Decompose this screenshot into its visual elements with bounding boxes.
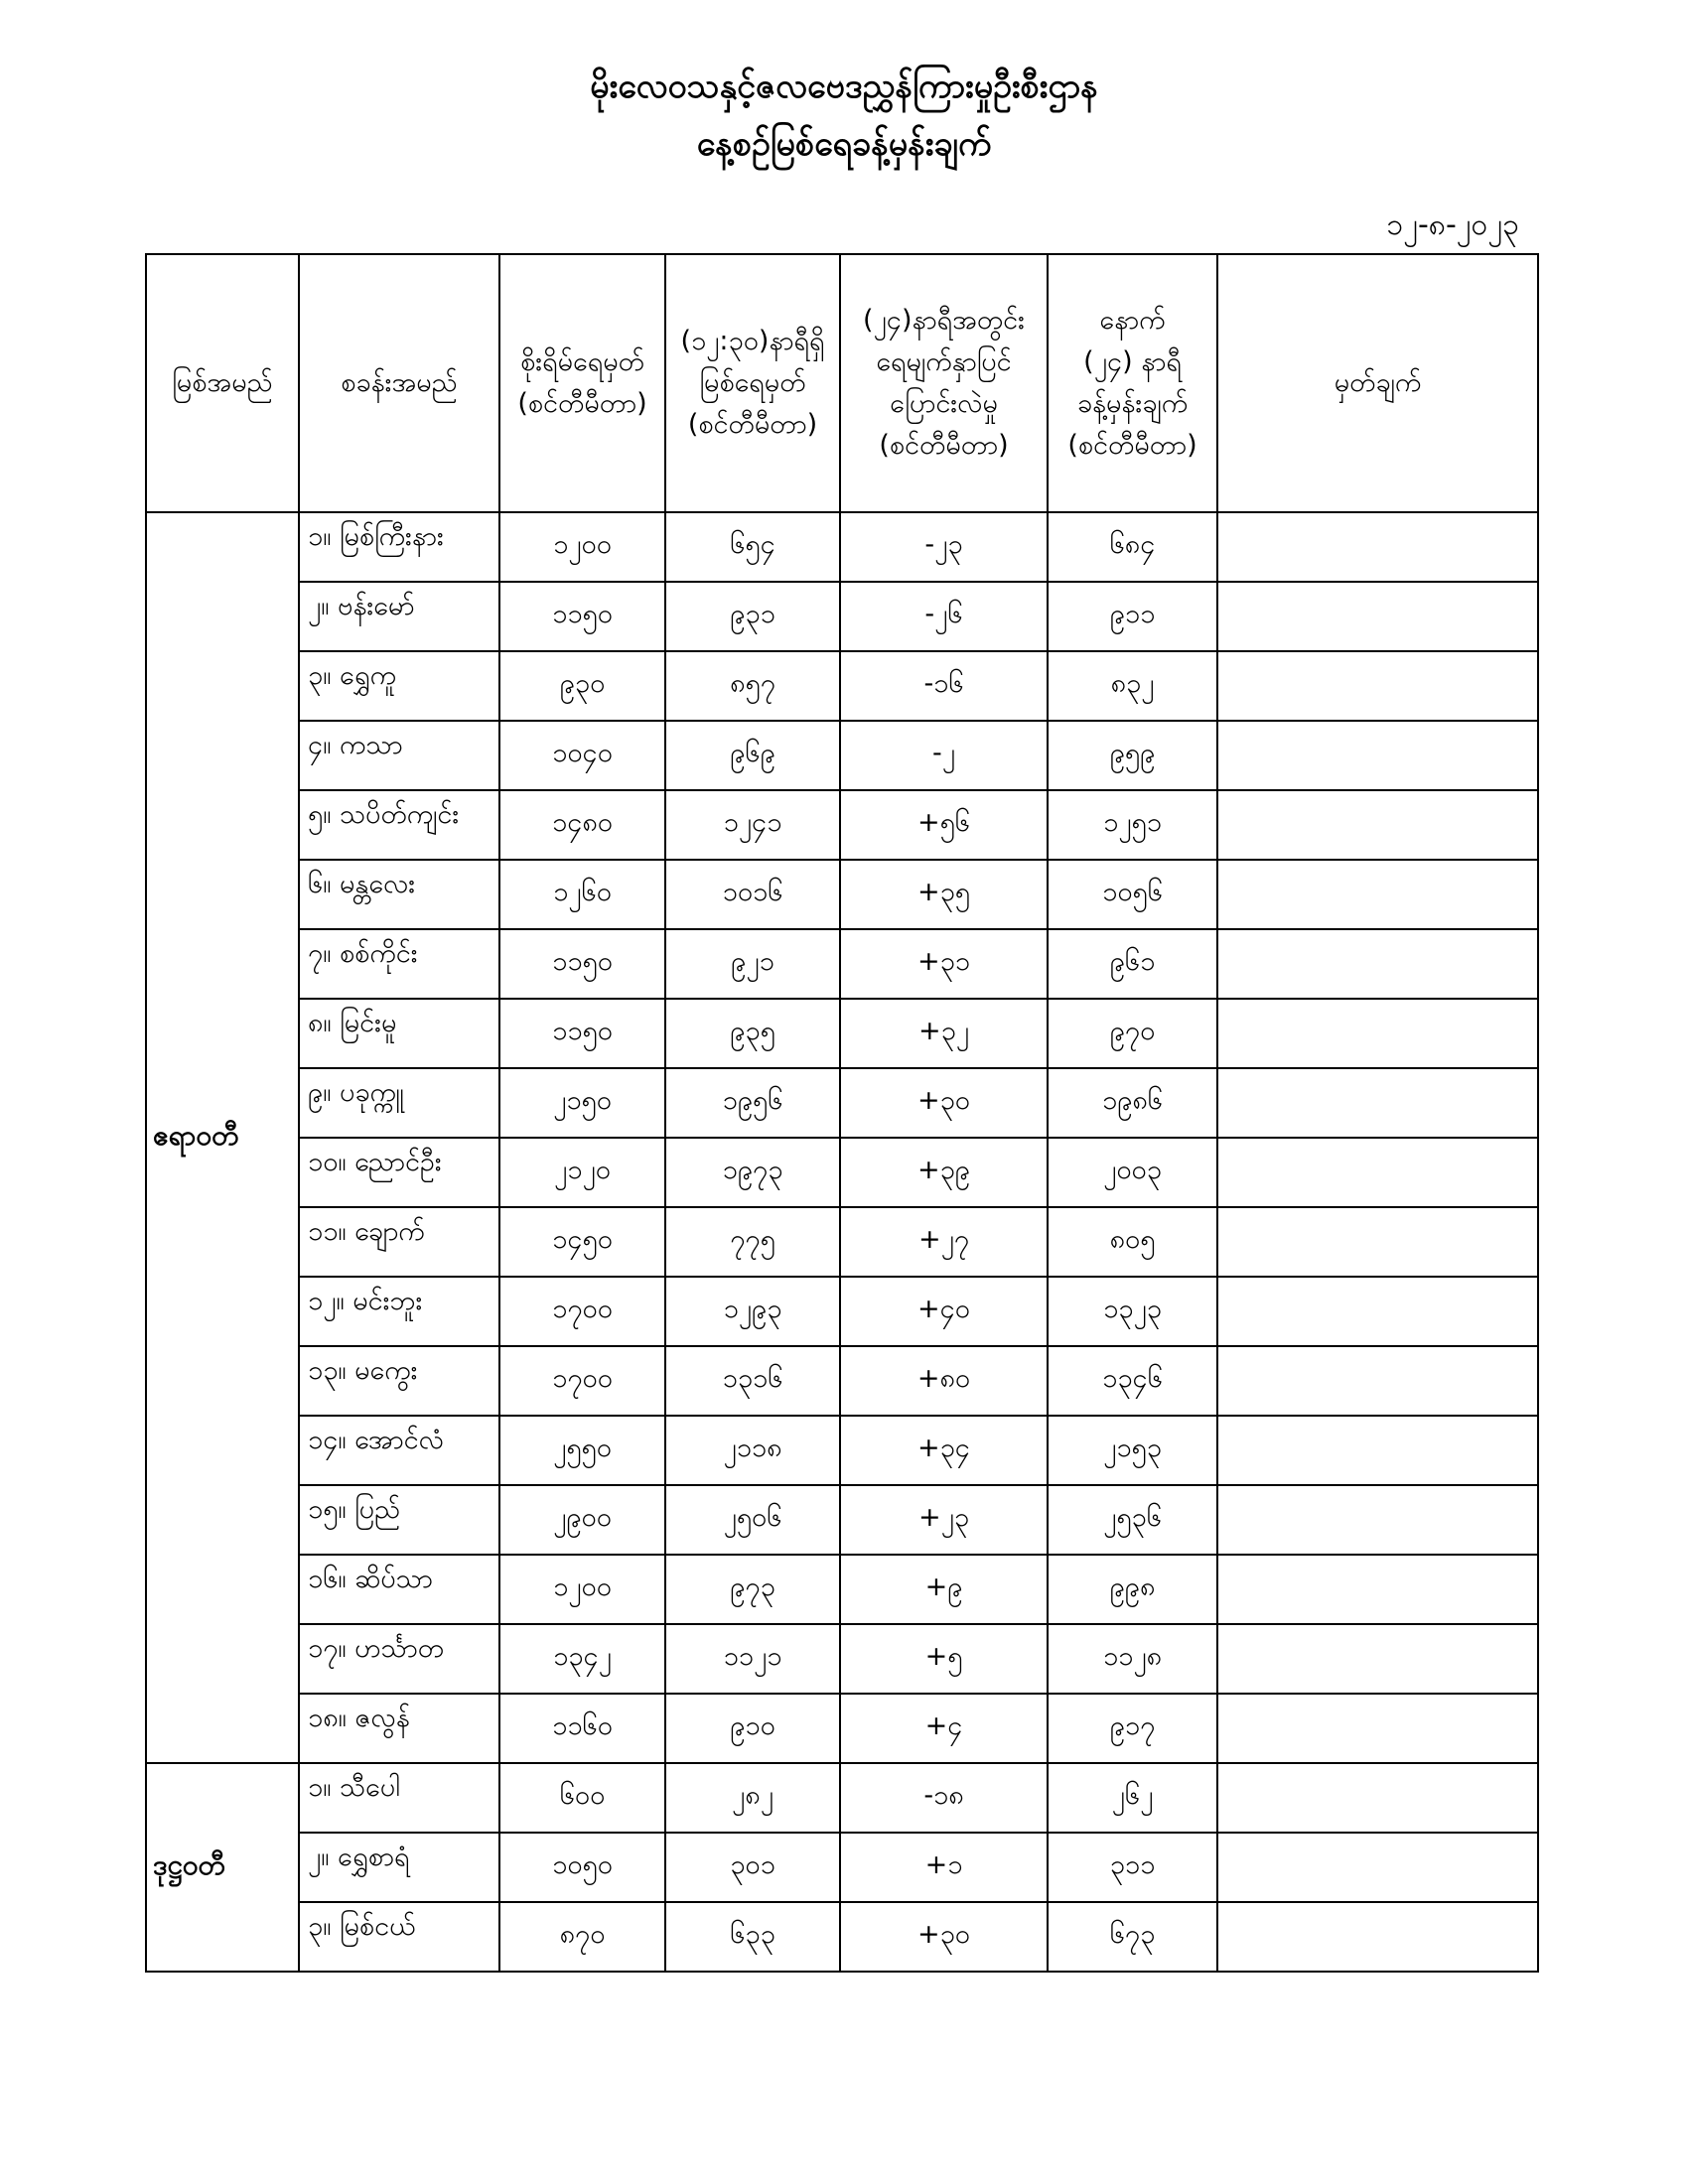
danger-level-cell: ၂၁၂၀ [499, 1138, 665, 1207]
danger-level-cell: ၁၁၅၀ [499, 999, 665, 1068]
table-row [146, 1346, 1538, 1416]
danger-level-cell: ၉၃၀ [499, 651, 665, 721]
forecast-cell: ၈၀၅ [1048, 1207, 1217, 1277]
water-level-cell: ၉၃၅ [665, 999, 840, 1068]
document-date: ၁၂-၈-၂၀၂၃ [1386, 207, 1519, 242]
danger-level-cell: ၁၂၆၀ [499, 860, 665, 929]
change-cell: -၂၃ [840, 512, 1048, 582]
forecast-cell: ၁၃၄၆ [1048, 1346, 1217, 1416]
forecast-title: နေ့စဉ်မြစ်ရေခန့်မှန်းချက် [696, 124, 992, 164]
forecast-cell: ၁၀၅၆ [1048, 860, 1217, 929]
remark-cell [1217, 1833, 1538, 1902]
remark-cell [1217, 1694, 1538, 1763]
header-danger-unit: (စင်တီမီတာ) [517, 388, 647, 419]
water-level-cell: ၁၂၉၃ [665, 1277, 840, 1346]
danger-level-cell: ၁၁၅၀ [499, 582, 665, 651]
table-row [146, 1624, 1538, 1694]
water-level-cell: ၉၃၁ [665, 582, 840, 651]
table-row [146, 1555, 1538, 1624]
water-level-cell: ၈၅၇ [665, 651, 840, 721]
water-level-cell: ၉၇၃ [665, 1555, 840, 1624]
danger-level-cell: ၁၂၀၀ [499, 512, 665, 582]
station-cell: ၂။ ဗန်းမော် [299, 582, 499, 651]
station-cell: ၁။ သီပေါ [299, 1763, 499, 1833]
remark-cell [1217, 1416, 1538, 1485]
remark-cell [1217, 651, 1538, 721]
station-cell: ၁၃။ မကွေး [299, 1346, 499, 1416]
header-river-label: မြစ်အမည် [172, 367, 273, 398]
header-row [146, 254, 1538, 512]
change-cell: +၂၇ [840, 1207, 1048, 1277]
change-cell: +၃၉ [840, 1138, 1048, 1207]
header-water-line: မြစ်ရေမှတ် [699, 367, 806, 398]
station-cell: ၇။ စစ်ကိုင်း [299, 929, 499, 999]
header-water-level [665, 254, 840, 512]
remark-cell [1217, 1138, 1538, 1207]
station-cell: ၉။ ပခုက္ကူ [299, 1068, 499, 1138]
water-level-cell: ၆၃၃ [665, 1902, 840, 1972]
table-row [146, 1485, 1538, 1555]
change-cell: +၉ [840, 1555, 1048, 1624]
water-level-cell: ၂၁၁၈ [665, 1416, 840, 1485]
header-station-label: စခန်းအမည် [341, 367, 458, 398]
change-cell: -၁၈ [840, 1763, 1048, 1833]
header-station [299, 254, 499, 512]
remark-cell [1217, 1346, 1538, 1416]
forecast-cell: ၁၃၂၃ [1048, 1277, 1217, 1346]
danger-level-cell: ၁၄၈၀ [499, 790, 665, 860]
table-row [146, 1416, 1538, 1485]
remark-cell [1217, 512, 1538, 582]
header-water-line: (၁၂:၃၀)နာရီရှိ [680, 326, 825, 356]
station-cell: ၁၆။ ဆိပ်သာ [299, 1555, 499, 1624]
danger-level-cell: ၁၂၀၀ [499, 1555, 665, 1624]
danger-level-cell: ၁၁၆၀ [499, 1694, 665, 1763]
change-cell: -၁၆ [840, 651, 1048, 721]
station-cell: ၂။ ရွှေစာရံ [299, 1833, 499, 1902]
danger-level-cell: ၁၀၅၀ [499, 1833, 665, 1902]
remark-cell [1217, 1763, 1538, 1833]
header-change-line: ရေမျက်နှာပြင် [876, 346, 1012, 377]
water-level-cell: ၁၉၇၃ [665, 1138, 840, 1207]
change-cell: +၄၀ [840, 1277, 1048, 1346]
forecast-cell: ၂၅၃၆ [1048, 1485, 1217, 1555]
remark-cell [1217, 1555, 1538, 1624]
station-cell: ၃။ ရွှေကူ [299, 651, 499, 721]
forecast-cell: ၉၁၇ [1048, 1694, 1217, 1763]
table-row [146, 929, 1538, 999]
table-row [146, 999, 1538, 1068]
header-forecast-line: နောက် [1099, 305, 1166, 336]
header-change-unit: (စင်တီမီတာ) [879, 430, 1009, 461]
header-forecast-line: ခန့်မှန်းချက် [1076, 388, 1189, 419]
change-cell: +၃၀ [840, 1902, 1048, 1972]
station-cell: ၁၂။ မင်းဘူး [299, 1277, 499, 1346]
station-cell: ၁။ မြစ်ကြီးနား [299, 512, 499, 582]
header-danger-line: စိုးရိမ်ရေမှတ် [520, 346, 644, 377]
remark-cell [1217, 999, 1538, 1068]
danger-level-cell: ၂၉၀၀ [499, 1485, 665, 1555]
forecast-cell: ၃၁၁ [1048, 1833, 1217, 1902]
danger-level-cell: ၁၇၀၀ [499, 1277, 665, 1346]
station-cell: ၃။ မြစ်ငယ် [299, 1902, 499, 1972]
remark-cell [1217, 929, 1538, 999]
river-name-cell: ဒုဋ္ဌဝတီ [146, 1763, 299, 1972]
danger-level-cell: ၁၃၄၂ [499, 1624, 665, 1694]
water-level-cell: ၉၁၀ [665, 1694, 840, 1763]
remark-cell [1217, 860, 1538, 929]
forecast-cell: ၉၁၁ [1048, 582, 1217, 651]
river-forecast-table [145, 253, 1539, 1973]
remark-cell [1217, 1207, 1538, 1277]
header-river [146, 254, 299, 512]
remark-cell [1217, 1902, 1538, 1972]
header-water-unit: (စင်တီမီတာ) [687, 409, 818, 440]
water-level-cell: ၁၃၁၆ [665, 1346, 840, 1416]
station-cell: ၁၀။ ညောင်ဦး [299, 1138, 499, 1207]
danger-level-cell: ၁၇၀၀ [499, 1346, 665, 1416]
water-level-cell: ၁၉၅၆ [665, 1068, 840, 1138]
station-cell: ၈။ မြင်းမူ [299, 999, 499, 1068]
water-level-cell: ၆၅၄ [665, 512, 840, 582]
table-row [146, 1068, 1538, 1138]
forecast-cell: ၁၉၈၆ [1048, 1068, 1217, 1138]
header-change [840, 254, 1048, 512]
forecast-cell: ၂၆၂ [1048, 1763, 1217, 1833]
station-cell: ၅။ သပိတ်ကျင်း [299, 790, 499, 860]
station-cell: ၁၅။ ပြည် [299, 1485, 499, 1555]
water-level-cell: ၉၆၉ [665, 721, 840, 790]
water-level-cell: ၇၇၅ [665, 1207, 840, 1277]
change-cell: +၃၅ [840, 860, 1048, 929]
table-row [146, 721, 1538, 790]
table-row [146, 582, 1538, 651]
remark-cell [1217, 582, 1538, 651]
danger-level-cell: ၂၅၅၀ [499, 1416, 665, 1485]
change-cell: +၃၂ [840, 999, 1048, 1068]
header-change-line: ပြောင်းလဲမှု [890, 388, 998, 419]
danger-level-cell: ၂၁၅၀ [499, 1068, 665, 1138]
water-level-cell: ၁၀၁၆ [665, 860, 840, 929]
table-row [146, 860, 1538, 929]
remark-cell [1217, 1485, 1538, 1555]
river-name-cell: ဧရာဝတီ [146, 512, 299, 1763]
station-cell: ၁၄။ အောင်လံ [299, 1416, 499, 1485]
header-remarks-label: မှတ်ချက် [1334, 367, 1422, 398]
change-cell: +၅ [840, 1624, 1048, 1694]
forecast-cell: ၉၇၀ [1048, 999, 1217, 1068]
danger-level-cell: ၁၀၄၀ [499, 721, 665, 790]
table-row [146, 1902, 1538, 1972]
header-forecast [1048, 254, 1217, 512]
remark-cell [1217, 1624, 1538, 1694]
table-row [146, 651, 1538, 721]
remark-cell [1217, 1068, 1538, 1138]
change-cell: +၂၃ [840, 1485, 1048, 1555]
station-cell: ၄။ ကသာ [299, 721, 499, 790]
water-level-cell: ၁၁၂၁ [665, 1624, 840, 1694]
header-forecast-line: (၂၄) နာရီ [1083, 346, 1182, 377]
remark-cell [1217, 790, 1538, 860]
danger-level-cell: ၈၇၀ [499, 1902, 665, 1972]
table-row [146, 790, 1538, 860]
document-title [0, 58, 1688, 173]
forecast-cell: ၉၉၈ [1048, 1555, 1217, 1624]
header-change-line: (၂၄)နာရီအတွင်း [862, 305, 1025, 336]
forecast-cell: ၉၆၁ [1048, 929, 1217, 999]
forecast-cell: ၁၂၅၁ [1048, 790, 1217, 860]
header-remarks [1217, 254, 1538, 512]
change-cell: +၅၆ [840, 790, 1048, 860]
table-row [146, 512, 1538, 582]
change-cell: +၃၄ [840, 1416, 1048, 1485]
water-level-cell: ၃၀၁ [665, 1833, 840, 1902]
table-row [146, 1277, 1538, 1346]
forecast-cell: ၁၁၂၈ [1048, 1624, 1217, 1694]
water-level-cell: ၂၅၀၆ [665, 1485, 840, 1555]
change-cell: +၃၀ [840, 1068, 1048, 1138]
change-cell: +၁ [840, 1833, 1048, 1902]
table-row [146, 1138, 1538, 1207]
change-cell: -၂၆ [840, 582, 1048, 651]
remark-cell [1217, 1277, 1538, 1346]
table-row [146, 1763, 1538, 1833]
water-level-cell: ၁၂၄၁ [665, 790, 840, 860]
change-cell: -၂ [840, 721, 1048, 790]
table-row [146, 1694, 1538, 1763]
station-cell: ၁၁။ ချောက် [299, 1207, 499, 1277]
danger-level-cell: ၆၀၀ [499, 1763, 665, 1833]
header-forecast-unit: (စင်တီမီတာ) [1067, 430, 1197, 461]
table-row [146, 1207, 1538, 1277]
station-cell: ၆။ မန္တလေး [299, 860, 499, 929]
department-title: မိုးလေဝသနှင့်ဇလဗေဒညွှန်ကြားမှုဦးစီးဌာန [590, 67, 1098, 106]
change-cell: +၃၁ [840, 929, 1048, 999]
forecast-cell: ၆၇၃ [1048, 1902, 1217, 1972]
table-body [146, 512, 1538, 1972]
header-danger-level [499, 254, 665, 512]
remark-cell [1217, 721, 1538, 790]
station-cell: ၁၈။ ဇလွန် [299, 1694, 499, 1763]
forecast-cell: ၂၁၅၃ [1048, 1416, 1217, 1485]
forecast-cell: ၂၀၀၃ [1048, 1138, 1217, 1207]
change-cell: +၄ [840, 1694, 1048, 1763]
station-cell: ၁၇။ ဟင်္သာတ [299, 1624, 499, 1694]
water-level-cell: ၂၈၂ [665, 1763, 840, 1833]
water-level-cell: ၉၂၁ [665, 929, 840, 999]
danger-level-cell: ၁၄၅၀ [499, 1207, 665, 1277]
change-cell: +၈၀ [840, 1346, 1048, 1416]
forecast-cell: ၈၃၂ [1048, 651, 1217, 721]
danger-level-cell: ၁၁၅၀ [499, 929, 665, 999]
forecast-cell: ၆၈၄ [1048, 512, 1217, 582]
table-row [146, 1833, 1538, 1902]
forecast-cell: ၉၅၉ [1048, 721, 1217, 790]
